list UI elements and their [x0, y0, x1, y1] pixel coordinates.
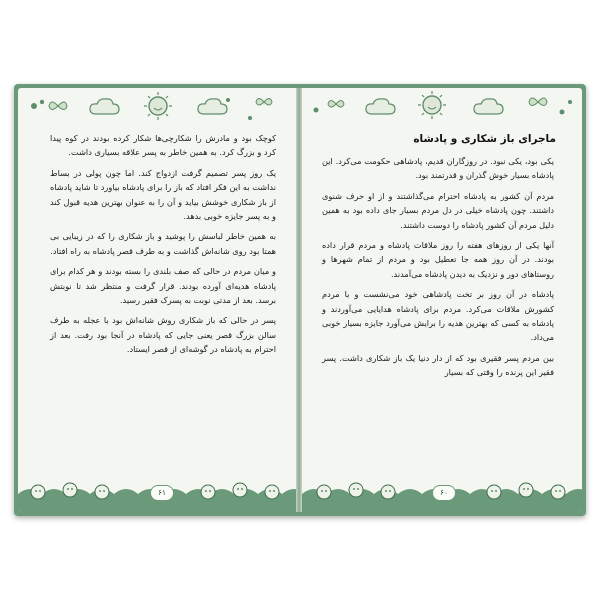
story-title: ماجرای باز شکاری و پادشاه [413, 133, 556, 145]
left-page [18, 88, 296, 512]
sun-icon [418, 91, 446, 119]
top-border-decoration [302, 88, 582, 128]
paragraph: پسر در حالی که باز شکاری روش شانه‌اش بود با عجله به طرف سالن بزرگ قصر یعنی جایی که پادشاه در آنجا بود رفت. بعد از احترام به پادشاه در گوشه‌ای از قصر ایستاد. [50, 315, 276, 355]
right-page [302, 88, 582, 512]
right-page-text [322, 154, 554, 386]
open-book [14, 84, 586, 516]
paragraph: کوچک بود و مادرش را شکارچی‌ها شکار کرده بودند در کوه پیدا کرد و بزرگ کرد. به همین خاطر به پسر علاقه بسیاری داشت. [50, 133, 276, 158]
paragraph: پادشاه در آن روز بر تخت پادشاهی خود می‌نشست و با مردم کشورش ملاقات می‌کرد. مردم برای پادشاه هدایایی می‌آوردند و پادشاه به کسی که بهترین هدیه را برایش می‌آورد جایزه بسیار خوبی می‌داد. [322, 289, 554, 343]
paragraph: یکی بود، یکی نبود. در روزگاران قدیم، پادشاهی حکومت می‌کرد. این پادشاه بسیار خوش گذران و قدرتمند بود. [322, 156, 554, 181]
paragraph: آنها یکی از روزهای هفته را روز ملاقات پادشاه و مردم قرار داده بودند. در آن روز همه جا تعطیل بود و مردم از تمام شهرها و روستاهای دور و نزدیک به دیدن پادشاه می‌آمدند. [322, 240, 554, 279]
paragraph: بین مردم پسر فقیری بود که از دار دنیا یک باز شکاری داشت. پسر فقیر این پرنده را وقتی که بسیار [322, 352, 554, 378]
sun-icon [144, 92, 172, 120]
top-border-decoration [18, 88, 296, 128]
paragraph: به همین خاطر لباسش را پوشید و باز شکاری را که در زیبایی بی همتا بود روی شانه‌اش گذاشت و به طرف قصر پادشاه به راه افتاد. [50, 231, 276, 256]
left-page-text [50, 131, 276, 363]
paragraph: و میان مردم در حالی که صف بلندی را بسته بودند و هر کدام برای پادشاه هدیه‌ای آورده بودند. قرار گرفت و منتظر شد تا نوبتش برسد. بعد از مدتی نوبت به پسرک فقیر رسید. [50, 266, 276, 306]
page-number: ۶۱ [150, 485, 174, 501]
paragraph: مردم آن کشور به پادشاه احترام می‌گذاشتند و از او حرف شنوی داشتند. چون پادشاه خیلی در دل مردم بسیار جای داده بود به همین دلیل مردم آن کشور پادشاه را دوست داشتند. [322, 190, 554, 230]
paragraph: یک روز پسر تصمیم گرفت ازدواج کند. اما چون پولی در بساط نداشت به این فکر افتاد که باز را برای پادشاه بیاورد تا شاید پادشاه از باز شکاری خوشش بیاید و آن را به عنوان بهترین هدیه قبول کند و به پسر جایزه خوبی بدهد. [50, 167, 276, 222]
page-number: ۶۰ [432, 485, 456, 501]
